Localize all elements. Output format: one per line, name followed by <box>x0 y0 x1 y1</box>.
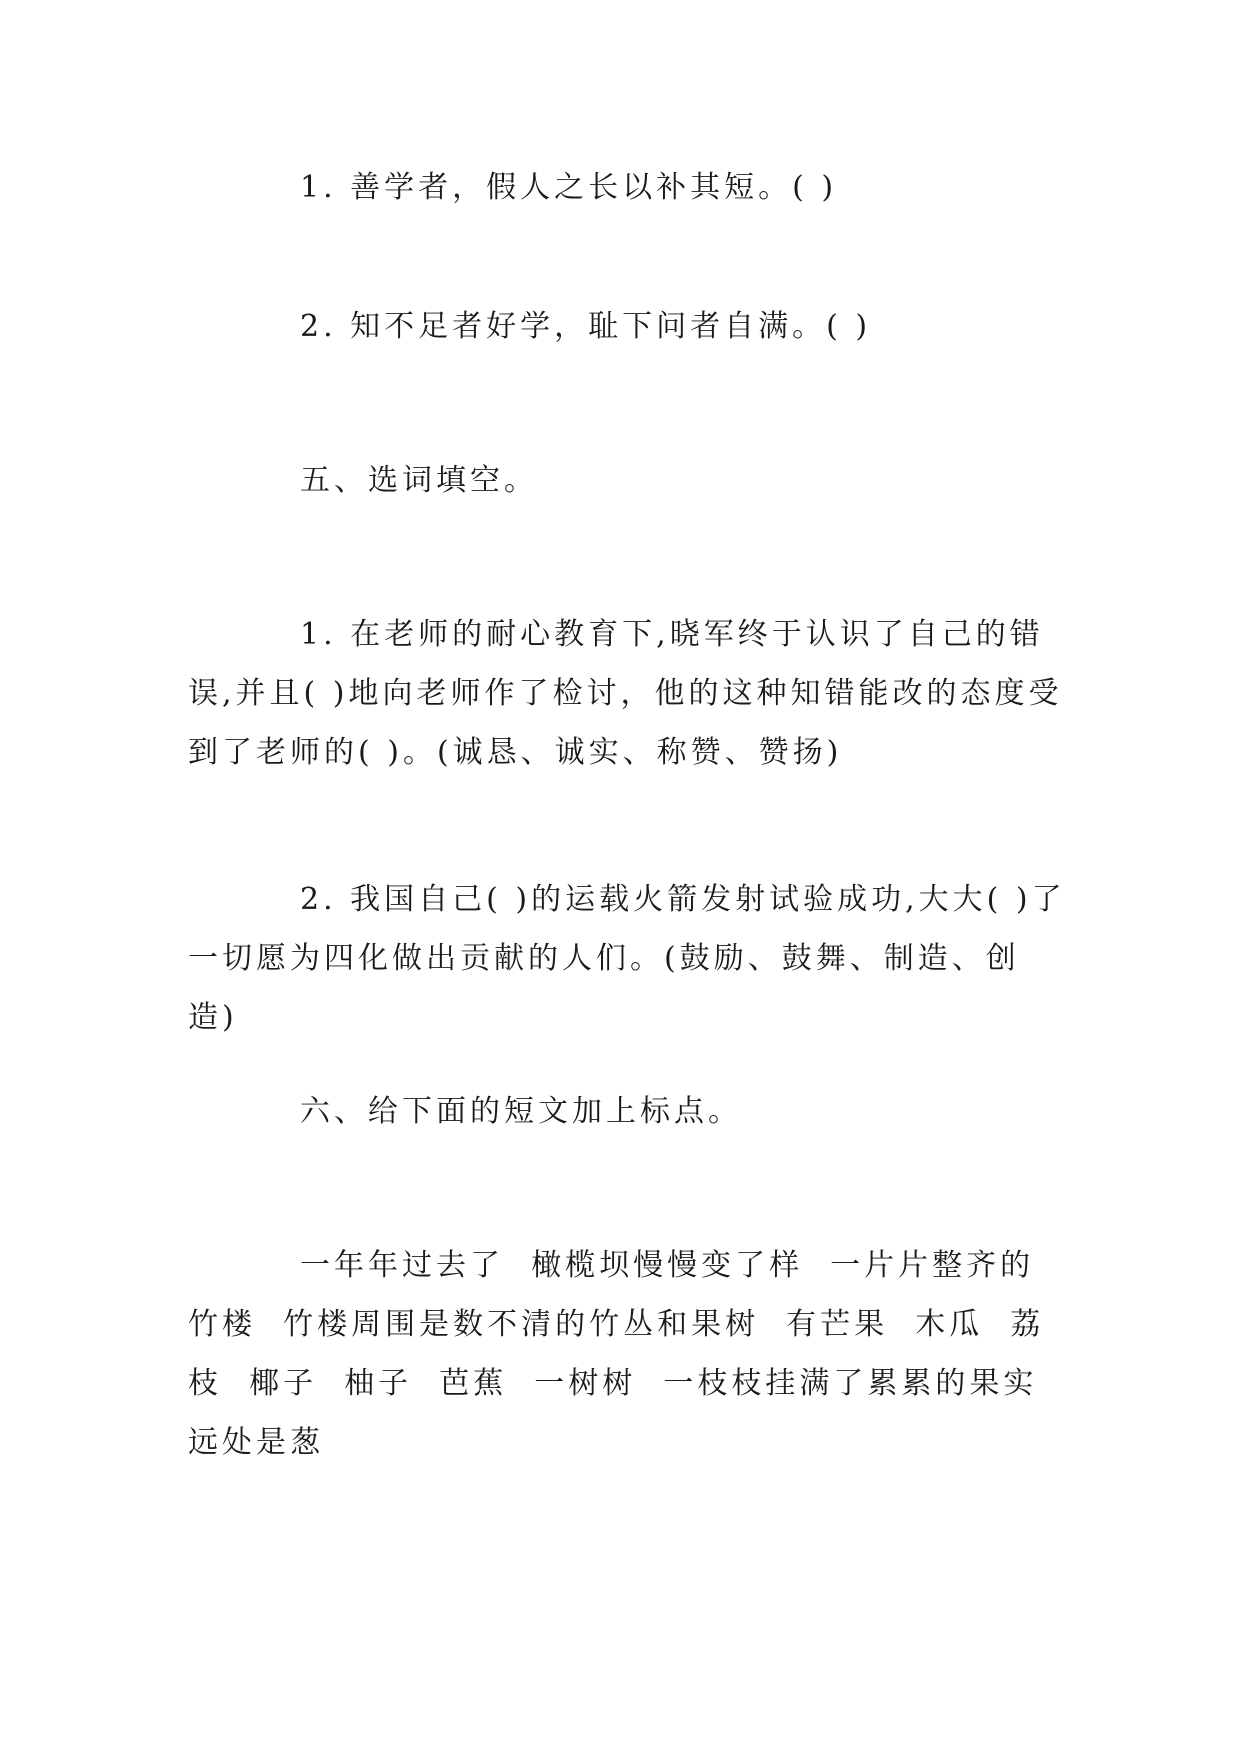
exercise-4-item-1: 1. 善学者，假人之长以补其短。( ) <box>300 170 838 205</box>
exercise-4-item-2: 2. 知不足者好学，耻下问者自满。( ) <box>300 309 872 344</box>
section-6-heading: 六、给下面的短文加上标点。 <box>300 1094 742 1129</box>
section-5-heading: 五、选词填空。 <box>300 463 538 498</box>
exercise-6-passage: 一年年过去了 橄榄坝慢慢变了样 一片片整齐的竹楼 竹楼周围是数不清的竹丛和果树 有芒果 木瓜 荔枝 椰子 柚子 芭蕉 一树树 一枝枝挂满了累累的果实 远处是葱 <box>188 1248 1065 1460</box>
exercise-5-item-1: 1. 在老师的耐心教育下,晓军终于认识了自己的错误,并且( )地向老师作了检讨，他的这种知错能改的态度受到了老师的( )。(诚恳、诚实、称赞、赞扬) <box>188 617 1063 770</box>
exercise-5-item-2: 2. 我国自己( )的运载火箭发射试验成功,大大( )了一切愿为四化做出贡献的人们。(鼓励、鼓舞、制造、创造) <box>188 882 1066 1035</box>
